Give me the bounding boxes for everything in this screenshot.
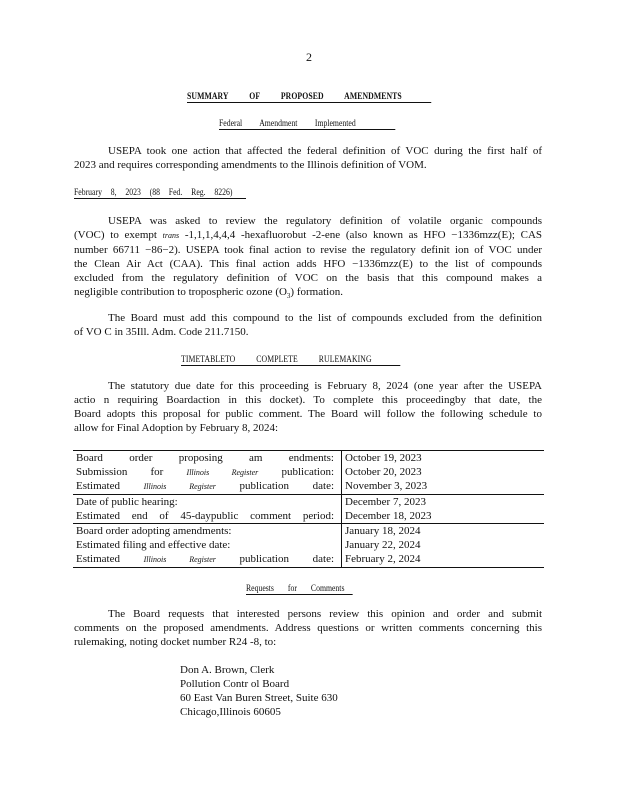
schedule-row (73, 451, 544, 465)
mailing-address (180, 663, 338, 719)
statutory-paragraph (74, 379, 542, 435)
address-line: Chicago,Illinois 60605 (180, 706, 281, 718)
address-line: Don A. Brown, Clerk (180, 664, 275, 676)
schedule-label: Estimated end of 45-daypublic comment period: (76, 510, 334, 522)
address-line: 60 East Van Buren Street, Suite 630 (180, 692, 338, 704)
schedule-label: Board order adopting amendments: (76, 525, 232, 537)
schedule-table (73, 450, 544, 568)
schedule-group (73, 523, 544, 567)
schedule-row (73, 552, 544, 566)
address-line: Pollution Contr ol Board (180, 678, 290, 690)
text-line: comments on the proposed amendments. Address questions or written comments concerning this (74, 622, 542, 634)
schedule-group (73, 494, 544, 523)
italic-term: trans (162, 231, 180, 240)
federal-amendment-heading: Federal Amendment Implemented (219, 118, 395, 130)
schedule-label: Estimated Illinois Register publication date: (76, 480, 335, 492)
text-line: excluded from the regulatory definition of VOC on the basis that this compound makes a (74, 272, 542, 284)
schedule-label: Board order proposing am endments: (76, 452, 334, 464)
text-line: number 66711 −86−2). USEPA took final action to revise the regulatory definit ion of VOC under (74, 244, 542, 256)
text-line: Board adopts this proposal for public comment. The Board will follow the following schedule to (74, 408, 542, 420)
text-line: of VO C in 35Ill. Adm. Code 211.7150. (74, 326, 249, 338)
text-segment: ) formation. (290, 286, 343, 298)
schedule-date: February 2, 2024 (345, 553, 421, 565)
schedule-date: December 7, 2023 (345, 496, 426, 508)
text-line (74, 228, 542, 243)
text-segment: (VOC) to exempt (74, 229, 157, 241)
text-line: USEPA was asked to review the regulatory definition of volatile organic compounds (108, 215, 542, 227)
schedule-row (73, 524, 544, 538)
schedule-date: January 18, 2024 (345, 525, 421, 537)
text-segment: -1,1,1,4,4,4 -hexafluorobut -2-ene (also known as HFO −1336mzz(E); CAS (184, 229, 543, 241)
text-line: 2023 and requires corresponding amendments to the Illinois definition of VOM. (74, 159, 427, 171)
schedule-row (73, 509, 544, 523)
schedule-row (73, 538, 544, 552)
text-line: USEPA took one action that affected the federal definition of VOC during the first half of (108, 145, 542, 157)
schedule-row (73, 465, 544, 479)
schedule-label: Submission for Illinois Register publication: (76, 466, 334, 478)
requests-paragraph (74, 607, 542, 649)
text-line (74, 285, 542, 303)
text-line: The statutory due date for this proceeding is February 8, 2024 (one year after the USEPA (108, 380, 542, 392)
schedule-row (73, 495, 544, 509)
text-line: The Board must add this compound to the list of compounds excluded from the definition (108, 312, 542, 324)
schedule-group (73, 451, 544, 493)
text-line: rulemaking, noting docket number R24 -8, to: (74, 636, 277, 648)
schedule-row (73, 479, 544, 493)
board-must-paragraph (74, 311, 542, 339)
requests-heading: Requests for Comments (246, 583, 353, 595)
schedule-label: Date of public hearing: (76, 496, 178, 508)
usepa-paragraph (74, 214, 542, 303)
schedule-date: October 20, 2023 (345, 466, 422, 478)
schedule-label: Estimated filing and effective date: (76, 539, 231, 551)
fed-reg-heading: February 8, 2023 (88 Fed. Reg. 8226) (74, 187, 246, 199)
subscript: 3 (286, 292, 291, 301)
schedule-date: January 22, 2024 (345, 539, 421, 551)
schedule-date: December 18, 2023 (345, 510, 432, 522)
text-line: The Board requests that interested persons review this opinion and order and submit (108, 608, 542, 620)
schedule-label: Estimated Illinois Register publication date: (76, 553, 335, 565)
text-segment: negligible contribution to tropospheric ozone (O (74, 286, 287, 298)
text-line: actio n requiring Boardaction in this docket). To complete this proceedingby that date, the (74, 394, 542, 406)
text-line: the Clean Air Act (CAA). This final action adds HFO −1336mzz(E) to the list of compounds (74, 258, 542, 270)
timetable-heading: TIMETABLETO COMPLETE RULEMAKING (181, 354, 400, 366)
schedule-date: November 3, 2023 (345, 480, 428, 492)
page-number: 2 (306, 50, 312, 64)
schedule-date: October 19, 2023 (345, 452, 422, 464)
intro-paragraph (74, 144, 542, 172)
summary-heading: SUMMARY OF PROPOSED AMENDMENTS (187, 91, 431, 103)
text-line: allow for Final Adoption by February 8, 2024: (74, 422, 279, 434)
